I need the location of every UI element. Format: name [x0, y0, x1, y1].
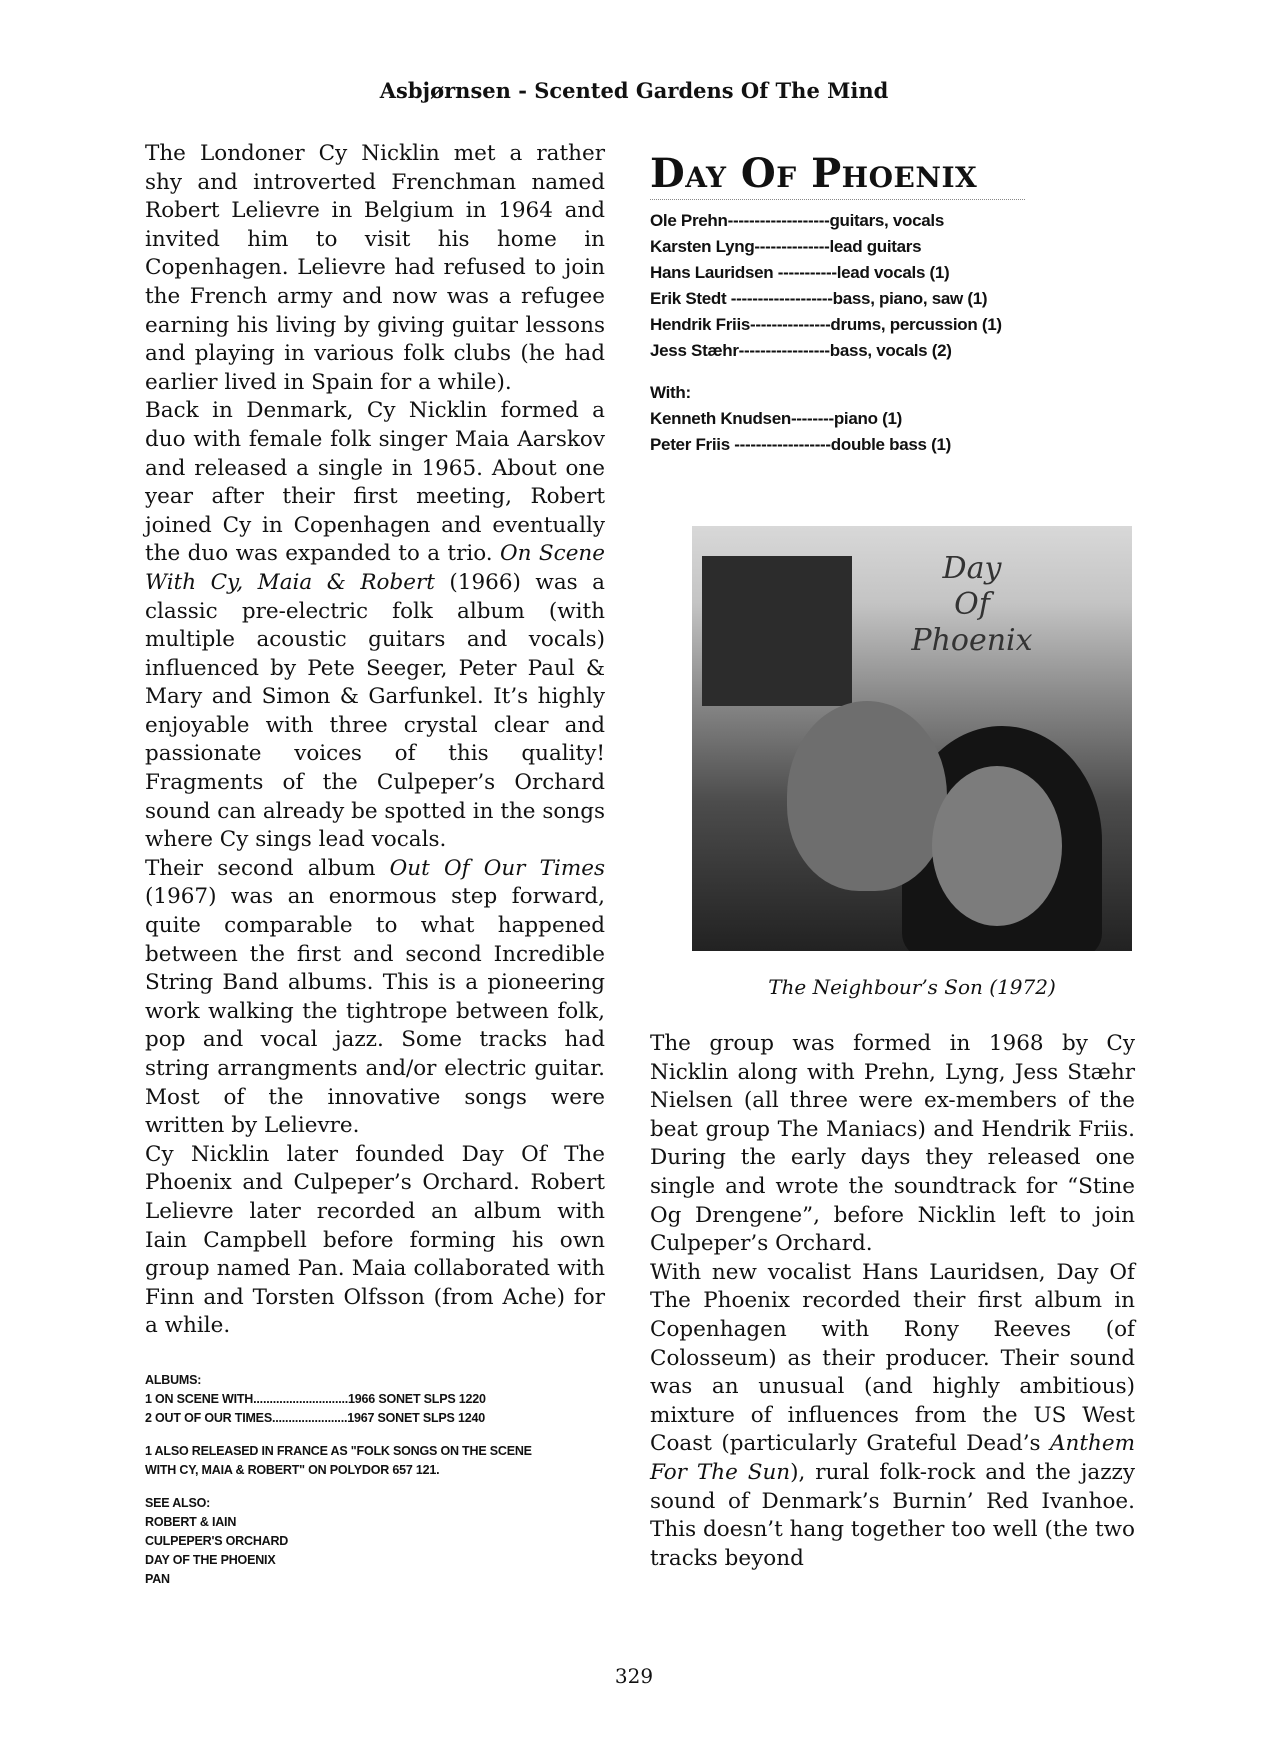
- photo-caption: The Neighbour’s Son (1972): [768, 975, 1056, 999]
- lineup-member: Hans Lauridsen -----------lead vocals (1): [650, 263, 950, 282]
- paragraph: [650, 1030, 1135, 1259]
- albums-label: ALBUMS:: [145, 1372, 202, 1387]
- page-header-title: Asbjørnsen - Scented Gardens Of The Mind: [379, 78, 889, 103]
- cover-figure-right: [932, 766, 1062, 926]
- album-cover-photo: [692, 526, 1132, 951]
- paragraph: [145, 1141, 605, 1341]
- right-body-text: [650, 1030, 1135, 1573]
- discography-block: [145, 1371, 605, 1589]
- see-also-item: DAY OF THE PHOENIX: [145, 1552, 276, 1567]
- text-run: (1967) was an enormous step forward, quite comparable to what happened between the first and second Incredible String Band albums. This is a pioneering work walking the tightrope between folk, pop and vocal jazz. Some tracks had string arrangments and/or electric guitar. Most of the innovative songs were written by Lelievre.: [145, 884, 605, 1139]
- paragraph: [145, 855, 605, 1141]
- release-note: WITH CY, MAIA & ROBERT" ON POLYDOR 657 121.: [145, 1462, 440, 1477]
- cover-title: Day Of Phoenix: [911, 551, 1033, 658]
- lineup-member: Ole Prehn-------------------guitars, vocals: [650, 211, 945, 230]
- guest-member: Kenneth Knudsen--------piano (1): [650, 409, 902, 428]
- text-run: The Londoner Cy Nicklin met a rather shy and introverted Frenchman named Robert Lelievre in Belgium in 1964 and invited him to visit his home in Copenhagen. Lelievre had refused to join the French army and now was a refugee earning his living by giving guitar lessons and playing in various folk clubs (he had earlier lived in Spain for a while).: [145, 141, 605, 395]
- album-title: Anthem For The Sun: [650, 1431, 1135, 1485]
- cover-building: [702, 556, 852, 706]
- album-title: On Scene With Cy, Maia & Robert: [145, 541, 605, 595]
- see-also-item: PAN: [145, 1571, 170, 1586]
- text-run: With new vocalist Hans Lauridsen, Day Of The Phoenix recorded their first album in Copenhagen with Rony Reeves (of Colosseum) as their producer. Their sound was an unusual (and highly ambitious) mixture of influences from the US West Coast (particularly Grateful Dead’s: [650, 1259, 1135, 1457]
- cover-figure-left: [787, 701, 947, 891]
- lineup-member: Erik Stedt -------------------bass, piano, saw (1): [650, 289, 988, 308]
- with-label: With:: [650, 383, 691, 402]
- band-lineup: [650, 208, 1135, 458]
- text-run: (1966) was a classic pre-electric folk album (with multiple acoustic guitars and vocals) influenced by Pete Seeger, Peter Paul & Mary and Simon & Garfunkel. It’s highly enjoyable with three crystal clear and passionate voices of this quality! Fragments of the Culpeper’s Orchard sound can already be spotted in the songs where Cy sings lead vocals.: [145, 569, 605, 853]
- right-column-header: [650, 150, 1135, 458]
- lineup-member: Karsten Lyng--------------lead guitars: [650, 237, 922, 256]
- text-run: Their second album: [145, 855, 390, 881]
- paragraph: [145, 397, 605, 855]
- left-body-text: [145, 140, 605, 1341]
- see-also-item: CULPEPER'S ORCHARD: [145, 1533, 289, 1548]
- release-note: 1 ALSO RELEASED IN FRANCE AS "FOLK SONGS ON THE SCENE: [145, 1443, 532, 1458]
- text-run: Cy Nicklin later founded Day Of The Phoenix and Culpeper’s Orchard. Robert Lelievre later recorded an album with Iain Campbell before forming his own group named Pan. Maia collaborated with Finn and Torsten Olfsson (from Ache) for a while.: [145, 1141, 605, 1339]
- text-run: The group was formed in 1968 by Cy Nicklin along with Prehn, Lyng, Jess Stæhr Nielsen (all three were ex-members of the beat group The Maniacs) and Hendrik Friis. During the early days they released one single and wrote the soundtrack for “Stine Og Drengene”, before Nicklin left to join Culpeper’s Orchard.: [650, 1031, 1135, 1257]
- album-title: Out Of Our Times: [389, 855, 605, 881]
- paragraph: [650, 1259, 1135, 1574]
- album-entry: 2 OUT OF OUR TIMES.......................1967 SONET SLPS 1240: [145, 1410, 485, 1425]
- lineup-member: Hendrik Friis---------------drums, percussion (1): [650, 315, 1002, 334]
- lineup-member: Jess Stæhr-----------------bass, vocals (2): [650, 341, 952, 360]
- see-also-label: SEE ALSO:: [145, 1495, 211, 1510]
- page-number: 329: [614, 1664, 654, 1688]
- paragraph: [145, 140, 605, 397]
- left-column: [145, 140, 605, 1589]
- guest-member: Peter Friis ------------------double bass (1): [650, 435, 951, 454]
- see-also-item: ROBERT & IAIN: [145, 1514, 237, 1529]
- band-title: Day Of Phoenix: [650, 150, 1025, 200]
- text-run: Back in Denmark, Cy Nicklin formed a duo with female folk singer Maia Aarskov and released a single in 1965. About one year after their first meeting, Robert joined Cy in Copenhagen and eventually the duo was expanded to a trio.: [145, 398, 605, 567]
- text-run: ), rural folk-rock and the jazzy sound of Denmark’s Burnin’ Red Ivanhoe. This doesn’t hang together too well (the two tracks beyond: [650, 1459, 1135, 1571]
- album-entry: 1 ON SCENE WITH.............................1966 SONET SLPS 1220: [145, 1391, 486, 1406]
